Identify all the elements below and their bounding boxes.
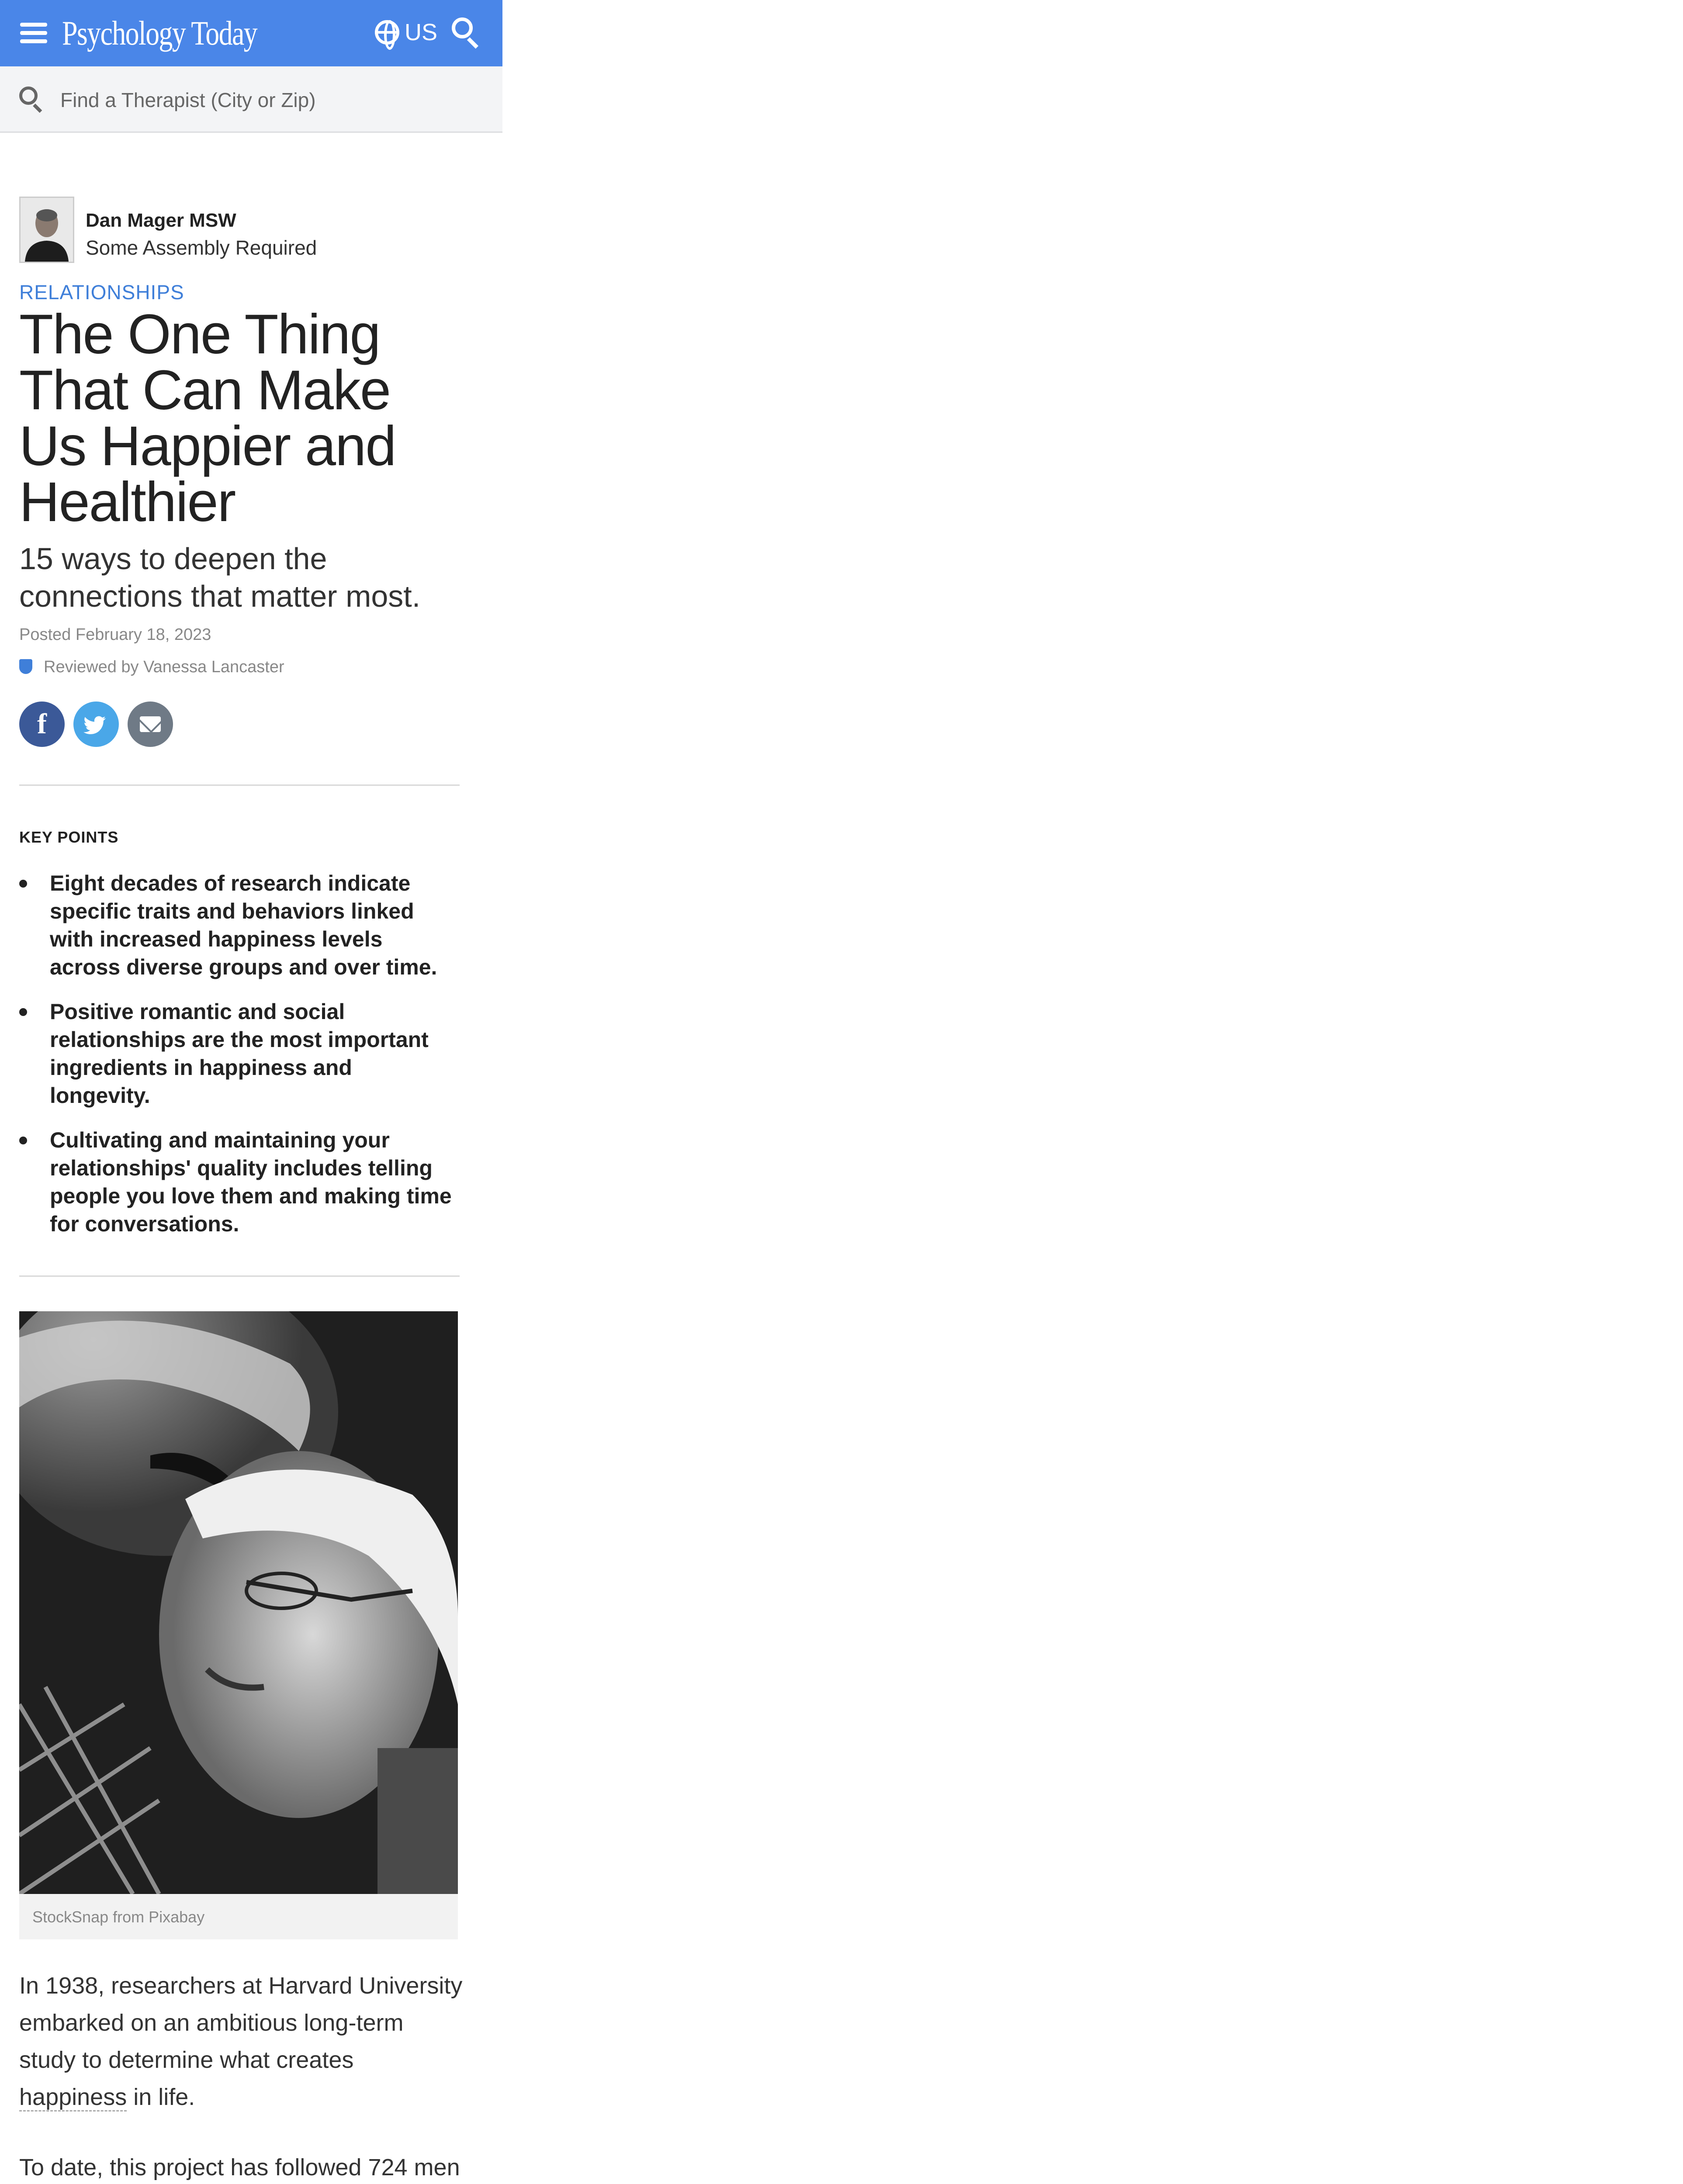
key-point-item: Positive romantic and social relationships are the most important ingredients in happiness and longevity. (19, 998, 452, 1109)
therapist-search-input[interactable] (60, 84, 480, 116)
reviewer-name[interactable]: Reviewed by Vanessa Lancaster (44, 658, 284, 676)
key-point-item: Eight decades of research indicate specific traits and behaviors linked with increased happiness levels across diverse groups and over time. (19, 869, 452, 981)
facebook-share-button[interactable]: f (19, 702, 65, 747)
article-title: The One Thing That Can Make Us Happier and Healthier (19, 303, 396, 533)
divider (19, 1275, 460, 1277)
author-name[interactable]: Dan Mager MSW (86, 210, 236, 231)
article-subtitle: 15 ways to deepen the connections that matter most. (19, 542, 421, 613)
article-photo (19, 1311, 458, 1894)
shield-icon (19, 659, 32, 674)
region-selector[interactable]: US (405, 19, 438, 45)
article-column (0, 0, 502, 2184)
photo-caption: StockSnap from Pixabay (19, 1894, 458, 1939)
article-paragraph: In 1938, researchers at Harvard University embarked on an ambitious long-term study to determine what creates happiness in life. (19, 1967, 465, 2116)
search-icon (19, 86, 44, 112)
glossary-link-happiness[interactable]: happiness (19, 2084, 127, 2111)
reviewed-by (19, 658, 284, 677)
site-logo[interactable]: Psychology Today (62, 14, 257, 52)
article-paragraph: To date, this project has followed 724 men (19, 2154, 460, 2181)
envelope-icon (140, 716, 161, 732)
globe-icon[interactable] (375, 20, 399, 45)
blog-name[interactable]: Some Assembly Required (86, 236, 317, 259)
site-header (0, 0, 502, 66)
key-points-list (19, 869, 452, 1254)
menu-icon[interactable] (20, 23, 47, 44)
key-points-title: KEY POINTS (19, 828, 119, 846)
posted-date: Posted February 18, 2023 (19, 625, 211, 644)
twitter-share-button[interactable] (73, 702, 119, 747)
divider (19, 784, 460, 786)
author-avatar[interactable] (19, 197, 74, 263)
twitter-icon (73, 702, 119, 747)
email-share-button[interactable] (128, 702, 173, 747)
search-icon[interactable] (452, 17, 480, 46)
therapist-search-bar (0, 66, 502, 133)
category-link[interactable]: RELATIONSHIPS (19, 281, 184, 304)
key-point-item: Cultivating and maintaining your relationships' quality includes telling people you love them and making time for conversations. (19, 1126, 452, 1238)
